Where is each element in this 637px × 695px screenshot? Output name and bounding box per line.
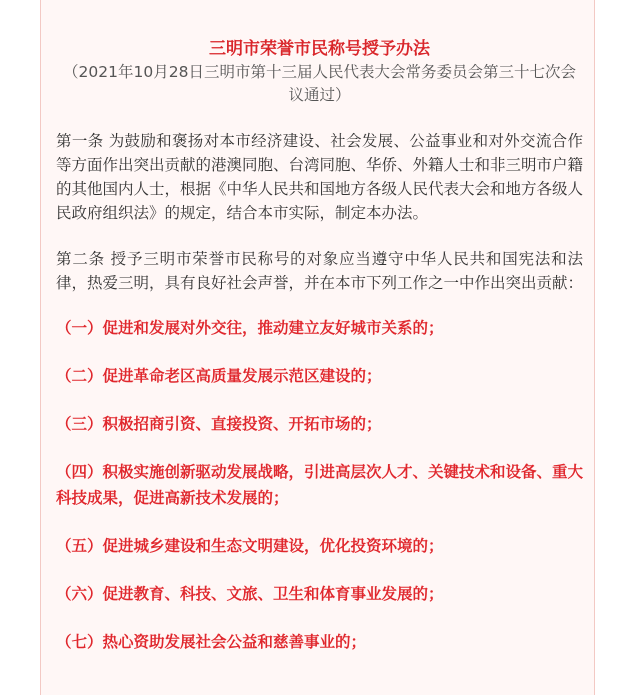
list-item: （七）热心资助发展社会公益和慈善事业的； [56,633,367,651]
spacer [56,607,583,629]
spacer [56,295,583,315]
document-frame [40,0,595,695]
list-item: （一）促进和发展对外交往，推动建立友好城市关系的； [56,319,444,337]
spacer [56,437,583,459]
list-item: （二）促进革命老区高质量发展示范区建设的； [56,367,382,385]
spacer [56,107,583,129]
list-item: （四）积极实施创新驱动发展战略，引进高层次人才、关键技术和设备、重大科技成果，促进高新技术发展的； [56,463,584,507]
document-title: 三明市荣誉市民称号授予办法 [209,39,430,59]
article-1: 第一条 为鼓励和褒扬对本市经济建设、社会发展、公益事业和对外交流合作等方面作出突出贡献的港澳同胞、台湾同胞、华侨、外籍人士和非三明市户籍的其他国内人士，根据《中华人民共和国地方各级人民代表大会和地方各级人民政府组织法》的规定，结合本市实际，制定本办法。 [56,132,584,222]
spacer [56,511,583,533]
spacer [56,389,583,411]
list-item: （三）积极招商引资、直接投资、开拓市场的； [56,415,382,433]
spacer [56,225,583,247]
list-item: （五）促进城乡建设和生态文明建设，优化投资环境的； [56,537,444,555]
document-body [56,38,583,655]
article-2: 第二条 授予三明市荣誉市民称号的对象应当遵守中华人民共和国宪法和法律，热爱三明，具有良好社会声誉，并在本市下列工作之一中作出突出贡献： [56,250,584,292]
list-item: （六）促进教育、科技、文旅、卫生和体育事业发展的； [56,585,444,603]
adoption-note: （2021年10月28日三明市第十三届人民代表大会常务委员会第三十七次会议通过） [63,63,576,104]
spacer [56,559,583,581]
spacer [56,341,583,363]
